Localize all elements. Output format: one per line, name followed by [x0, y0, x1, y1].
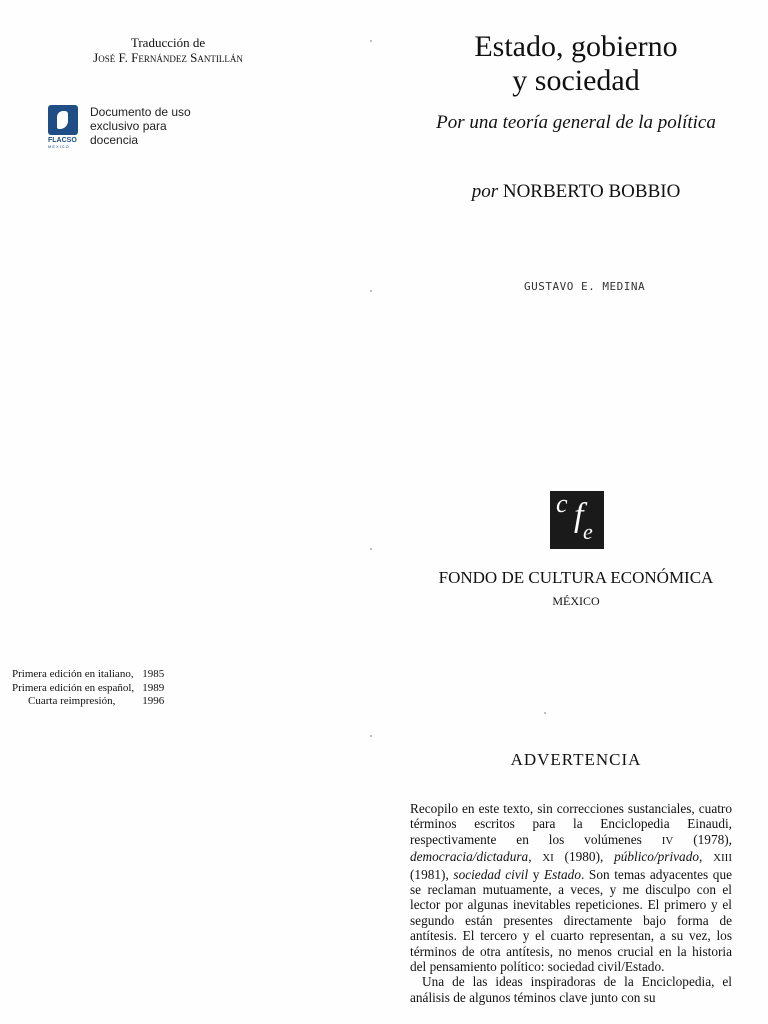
- edition-year: 1985: [142, 668, 165, 680]
- scan-speck: [370, 735, 372, 737]
- body-text-segment: . Son temas adyacentes que se reclaman mutuamente, a veces, y me disculpo con el lector por algunas inevitables repeticiones. El primero y el segundo están presentes directamente bajo forma de antítesis. El tercero y el cuarto representan, a su vez, los términos de otra antítesis, no menos crucial en la historia del pensamiento político: sociedad civil/Estado.: [410, 866, 732, 975]
- scan-speck: [370, 290, 372, 292]
- stamp-line: docencia: [90, 133, 139, 147]
- right-page: [384, 0, 768, 1024]
- scan-speck: [370, 548, 372, 550]
- translator-name: José F. Fernández Santillán: [93, 50, 243, 65]
- title-line: Estado, gobierno: [474, 30, 678, 63]
- edition-label: Primera edición en italiano,: [12, 668, 134, 680]
- scan-speck: [544, 712, 546, 714]
- publisher-name: FONDO DE CULTURA ECONÓMICA: [438, 568, 714, 587]
- author-line: [384, 181, 768, 203]
- section-heading: ADVERTENCIA: [510, 750, 642, 769]
- body-text-segment: ,: [528, 849, 543, 865]
- publisher-city: MÉXICO: [552, 594, 600, 608]
- author-name: NORBERTO BOBBIO: [502, 181, 681, 202]
- logo-letter-e: e: [583, 519, 593, 544]
- body-text-segment: y: [528, 866, 545, 882]
- body-text-segment: Estado: [544, 866, 581, 882]
- author-prefix: por: [471, 181, 499, 202]
- body-text-segment: Recopilo en este texto, sin correcciones sustanciales, cuatro términos escritos para la Enciclopedia Einaudi, respectivamente en los volúmenes: [410, 801, 732, 847]
- book-subtitle: Por una teoría general de la política: [436, 112, 716, 133]
- flacso-logo-subword: MÉXICO: [48, 144, 70, 149]
- body-text-segment: XIII: [713, 852, 732, 865]
- edition-history: [12, 668, 164, 709]
- scan-speck: [370, 40, 372, 42]
- edition-row: [12, 695, 164, 709]
- edition-label: Cuarta reimpresión,: [28, 695, 116, 707]
- edition-label: Primera edición en español,: [12, 681, 135, 694]
- logo-letter-c: c: [556, 489, 568, 518]
- body-text-segment: (1980),: [553, 849, 615, 865]
- body-text-segment: (1981),: [410, 866, 454, 882]
- translation-label: Traducción de: [130, 35, 206, 50]
- flacso-stamp-text: [90, 105, 191, 147]
- edition-row: [12, 668, 164, 682]
- stamp-line: exclusivo para: [90, 119, 167, 133]
- flacso-logo-icon: [48, 105, 80, 151]
- translation-credit: [0, 35, 336, 65]
- body-text: [410, 801, 732, 1005]
- body-text-segment: XI: [542, 852, 554, 865]
- flacso-stamp: [48, 105, 191, 151]
- edition-year: 1996: [142, 695, 165, 707]
- body-text-segment: (1978),: [673, 831, 732, 847]
- body-text-segment: público/privado: [614, 849, 700, 865]
- edition-row: [12, 682, 164, 696]
- book-title: [384, 30, 768, 98]
- body-paragraph: Una de las ideas inspiradoras de la Enciclopedia, el análisis de algunos téminos clave junto con su: [410, 974, 732, 1005]
- body-paragraph: [410, 801, 732, 974]
- fce-logo-icon: [550, 491, 604, 549]
- body-text-segment: IV: [661, 834, 674, 847]
- body-text-segment: sociedad civil: [453, 866, 529, 882]
- body-text-segment: democracia/dictadura: [410, 849, 529, 865]
- body-text-segment: ,: [699, 849, 714, 865]
- stamp-line: Documento de uso: [90, 105, 191, 119]
- logo-letter-f: f: [574, 497, 584, 534]
- edition-year: 1989: [142, 681, 165, 694]
- flacso-logo-word: FLACSO: [48, 137, 77, 144]
- owner-stamp: GUSTAVO E. MEDINA: [524, 280, 646, 293]
- title-line: y sociedad: [512, 64, 640, 97]
